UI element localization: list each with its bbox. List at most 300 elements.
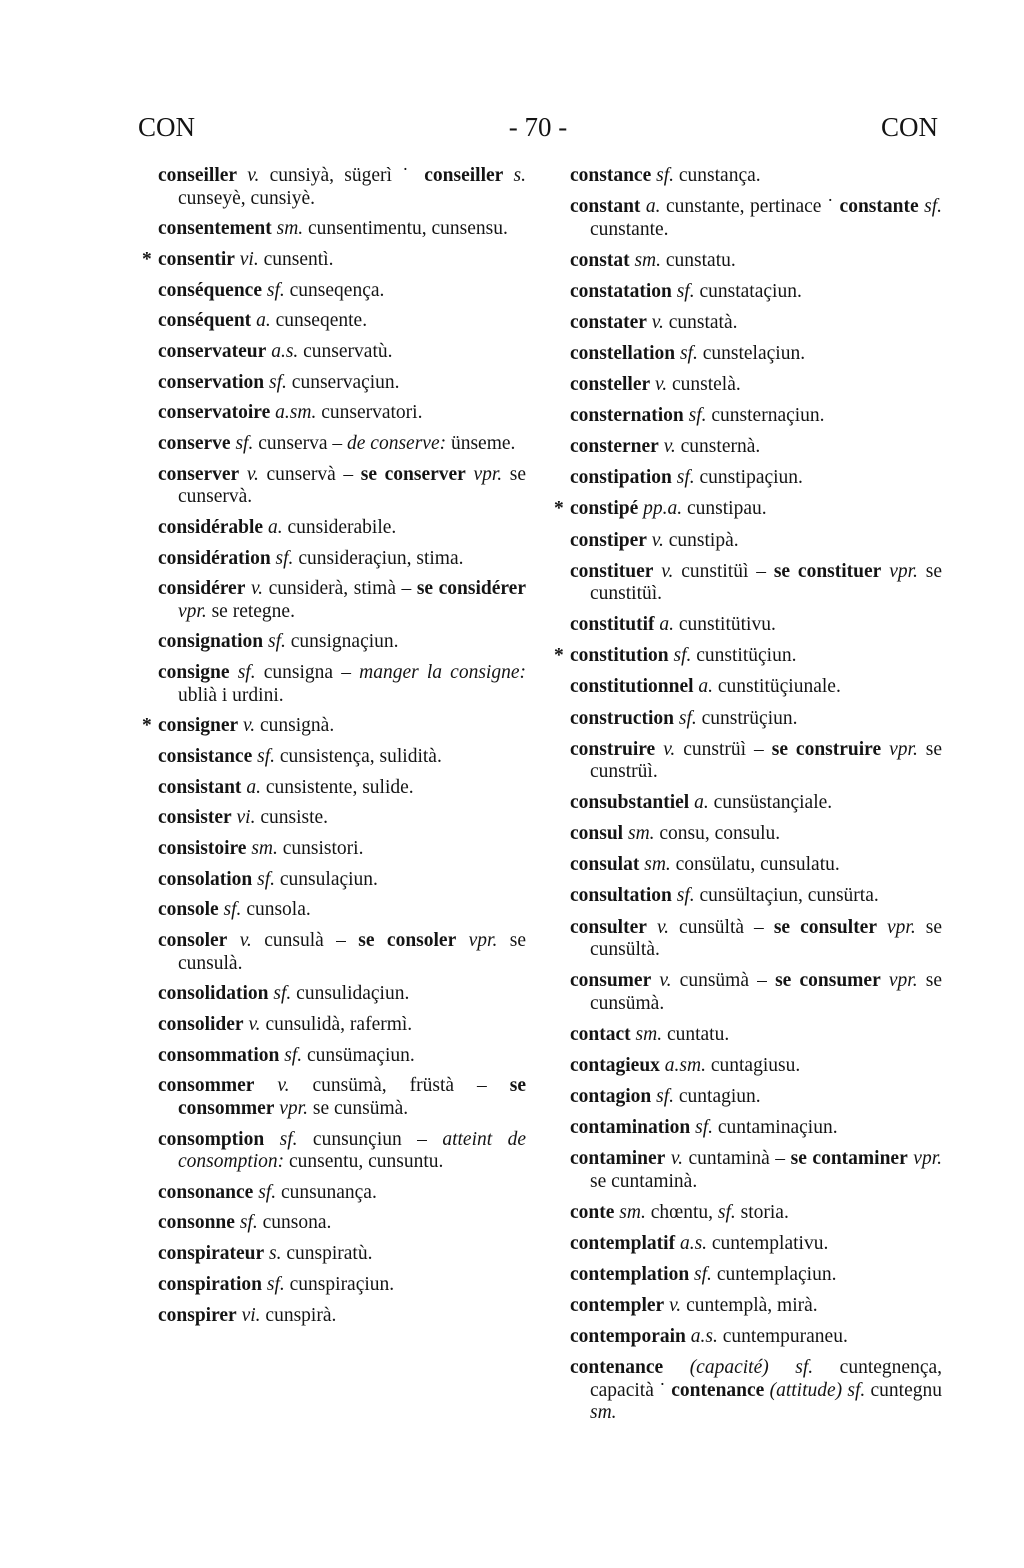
- dictionary-entry: [158, 1014, 526, 1037]
- headword: consubstantiel: [570, 792, 690, 814]
- headword: conspirer: [158, 1304, 237, 1326]
- definition-text: cunstipaçiun.: [694, 467, 803, 489]
- definition-text: cunspiraçiun.: [284, 1273, 395, 1295]
- definition-text: [877, 917, 887, 938]
- headword: se consoler: [358, 930, 457, 952]
- headword: consignation: [158, 631, 264, 653]
- grammar-label: a.: [659, 614, 674, 636]
- headword: considérer: [158, 578, 246, 600]
- definition-text: cuntaminaçiun.: [713, 1117, 838, 1139]
- definition-text: se cunsümà.: [307, 1097, 409, 1119]
- dictionary-entry: [570, 1264, 942, 1287]
- grammar-label: v.: [651, 311, 664, 333]
- grammar-label: vi.: [236, 807, 256, 829]
- dictionary-entry: [158, 1182, 526, 1205]
- grammar-label: a.s.: [679, 1232, 708, 1254]
- definition-text: cunsiderabile.: [282, 516, 397, 538]
- definition-text: cunstipau.: [682, 498, 767, 520]
- headword: contamination: [570, 1117, 691, 1139]
- grammar-label: (attitude): [769, 1379, 843, 1401]
- grammar-label: sm.: [590, 1402, 617, 1424]
- grammar-label: v.: [655, 374, 668, 396]
- definition-text: cuntagiun.: [674, 1085, 761, 1107]
- grammar-label: sf.: [239, 1212, 258, 1234]
- grammar-label: v.: [248, 1014, 261, 1035]
- dictionary-entry: [570, 1357, 942, 1425]
- definition-text: cunstitütivu.: [674, 614, 776, 636]
- dictionary-entry: [570, 281, 942, 304]
- dictionary-entry: [570, 970, 942, 1015]
- definition-text: cunstrüçiun.: [696, 707, 798, 729]
- dictionary-entry: [158, 1274, 526, 1297]
- headword: consistoire: [158, 838, 247, 860]
- dictionary-entry: [158, 372, 526, 395]
- grammar-label: v.: [670, 1148, 683, 1170]
- dictionary-entry: [158, 869, 526, 892]
- grammar-label: vpr.: [887, 916, 916, 938]
- dictionary-entry: [142, 715, 526, 738]
- grammar-label: sf.: [679, 342, 698, 364]
- grammar-label: sf.: [656, 165, 675, 186]
- headword: console: [158, 899, 219, 921]
- page-number: - 70 -: [508, 112, 568, 142]
- definition-text: [237, 165, 247, 186]
- dictionary-entry: [570, 165, 942, 188]
- asterisk-marker: *: [554, 645, 564, 667]
- dictionary-entry: [570, 1326, 942, 1349]
- grammar-label: vpr.: [468, 930, 498, 952]
- definition-text: cunstitüçiun.: [691, 645, 797, 667]
- definition-text: se cuntaminà.: [590, 1170, 698, 1192]
- grammar-label: a.: [256, 310, 271, 332]
- grammar-label: sf.: [284, 1044, 303, 1066]
- definition-text: cunstelaçiun.: [697, 342, 806, 364]
- grammar-label: sf.: [673, 645, 692, 667]
- grammar-label: sm.: [627, 823, 655, 845]
- grammar-label: sm.: [644, 854, 671, 876]
- dictionary-entry: [570, 917, 942, 962]
- headword: conséquence: [158, 279, 262, 301]
- definition-text: cunstatu.: [661, 249, 736, 271]
- dictionary-entry: [158, 807, 526, 830]
- definition-text: [881, 739, 889, 760]
- definition-text: cunsümà, früstà –: [289, 1075, 510, 1097]
- grammar-label: a.s.: [690, 1326, 718, 1348]
- definition-text: cunsistori.: [277, 838, 364, 860]
- headword: consigne: [158, 662, 230, 684]
- grammar-label: de conserve:: [347, 433, 447, 454]
- grammar-label: vpr.: [279, 1097, 308, 1119]
- grammar-label: vpr.: [889, 560, 918, 582]
- grammar-label: sf.: [695, 1117, 714, 1139]
- grammar-label: v.: [239, 930, 252, 952]
- definition-text: cunstitüì –: [673, 560, 774, 582]
- definition-text: cunsentu, cunsuntu.: [284, 1151, 444, 1173]
- grammar-label: v.: [277, 1075, 290, 1097]
- dictionary-entry: [570, 1148, 942, 1193]
- headword: contemporain: [570, 1326, 686, 1348]
- grammar-label: sf.: [847, 1379, 866, 1401]
- headword: consumer: [570, 970, 652, 992]
- grammar-label: sf.: [688, 405, 707, 427]
- definition-text: chœntu,: [645, 1201, 718, 1223]
- headword: consulat: [570, 854, 640, 876]
- definition-text: cunstitüçiunale.: [713, 676, 841, 698]
- definition-text: ublià i urdini.: [178, 684, 284, 706]
- definition-text: cunstante.: [590, 218, 669, 240]
- definition-text: cuntemplà, mirà.: [681, 1295, 818, 1316]
- headword: consomption: [158, 1128, 265, 1150]
- grammar-label: sf.: [237, 662, 256, 684]
- dictionary-entry: [554, 645, 942, 668]
- grammar-label: sf.: [694, 1263, 712, 1285]
- headword: consommation: [158, 1044, 280, 1066]
- headword: contemplatif: [570, 1232, 676, 1254]
- dictionary-entry: [570, 739, 942, 784]
- headword: construction: [570, 707, 674, 729]
- headword: se consulter: [773, 916, 877, 938]
- grammar-label: sf.: [257, 868, 276, 890]
- definition-text: cunservatù.: [298, 340, 393, 362]
- headword: consister: [158, 807, 232, 829]
- dictionary-entry: [570, 312, 942, 335]
- definition-text: cunsulidà, rafermì.: [260, 1014, 413, 1035]
- definition-text: cunspiratù.: [281, 1243, 373, 1265]
- definition-text: ünseme.: [446, 433, 516, 454]
- headword: consommer: [158, 1075, 255, 1097]
- grammar-label: vpr.: [913, 1148, 943, 1170]
- definition-text: cunsola.: [241, 899, 311, 921]
- headword: constant: [570, 196, 641, 218]
- grammar-label: vpr.: [889, 738, 918, 760]
- dictionary-entry: [158, 433, 526, 456]
- definition-text: cunsunçiun –: [297, 1128, 443, 1150]
- running-header: [138, 112, 938, 152]
- definition-text: cuntatu.: [662, 1023, 730, 1045]
- headword: se conserver: [360, 463, 466, 485]
- headword: consolider: [158, 1014, 244, 1035]
- headword: constiper: [570, 529, 647, 551]
- definition-text: cunsiderà, stimà –: [263, 578, 417, 600]
- grammar-label: vpr.: [473, 463, 503, 485]
- headword: contempler: [570, 1295, 665, 1316]
- grammar-label: sf.: [275, 547, 294, 569]
- headword: considérable: [158, 516, 264, 538]
- grammar-label: sf.: [235, 433, 254, 454]
- grammar-label: a.: [267, 516, 283, 538]
- definition-text: cunserva –: [253, 433, 348, 454]
- grammar-label: sm.: [634, 249, 661, 271]
- grammar-label: v.: [656, 916, 670, 938]
- grammar-label: sf.: [257, 746, 276, 767]
- grammar-label: sm.: [251, 838, 278, 860]
- definition-text: cunstatà.: [663, 311, 738, 333]
- dictionary-entry: [158, 464, 526, 509]
- headword: constitution: [570, 645, 669, 667]
- headword: conséquent: [158, 310, 252, 332]
- grammar-label: sf.: [273, 983, 292, 1005]
- grammar-label: v.: [247, 165, 260, 186]
- headword: conseiller: [158, 165, 238, 186]
- definition-text: cunsümà –: [671, 970, 776, 992]
- headword: constipé: [570, 498, 639, 520]
- right-column: [554, 165, 943, 1433]
- grammar-label: vpr.: [888, 970, 918, 992]
- definition-text: cunsignaçiun.: [285, 631, 399, 653]
- headword: consternation: [570, 405, 684, 427]
- dictionary-entry: [158, 631, 526, 654]
- definition-text: cunsternà.: [675, 436, 761, 458]
- definition-text: cunsültaçiun, cunsürta.: [694, 885, 879, 907]
- grammar-label: a.s.: [271, 340, 299, 362]
- grammar-label: sf.: [795, 1357, 814, 1379]
- definition-text: cuntaminà –: [682, 1148, 791, 1170]
- grammar-label: sf.: [269, 371, 287, 393]
- dictionary-entry: [158, 662, 526, 707]
- definition-text: [230, 662, 238, 683]
- definition-text: cunsümaçiun.: [302, 1044, 415, 1066]
- headword: contagion: [570, 1085, 652, 1107]
- header-right-guide-word: CON: [880, 112, 938, 142]
- dictionary-entry: [570, 1024, 942, 1047]
- grammar-label: vi.: [239, 248, 259, 270]
- grammar-label: sf.: [267, 631, 286, 653]
- definition-text: cunseqente.: [270, 310, 368, 332]
- headword: se contaminer: [790, 1148, 908, 1170]
- dictionary-entry: [570, 530, 942, 553]
- headword: conspiration: [158, 1273, 263, 1295]
- definition-text: cunsona.: [257, 1212, 332, 1234]
- grammar-label: s.: [513, 165, 527, 186]
- headword: constituer: [570, 560, 654, 582]
- grammar-label: v.: [651, 529, 664, 551]
- definition-text: cunsulaçiun.: [275, 868, 378, 890]
- headword: contaminer: [570, 1148, 666, 1170]
- grammar-label: sf.: [279, 1128, 298, 1150]
- definition-text: cunstrüì –: [675, 738, 772, 760]
- headword: contagieux: [570, 1054, 660, 1076]
- grammar-label: sm.: [635, 1023, 663, 1045]
- grammar-label: sm.: [276, 218, 304, 240]
- definition-text: [663, 1357, 690, 1378]
- headword: conte: [570, 1201, 615, 1223]
- headword: consolation: [158, 868, 253, 890]
- headword: conservateur: [158, 340, 267, 362]
- headword: constatation: [570, 280, 672, 302]
- headword: conservation: [158, 371, 265, 393]
- dictionary-entry: [158, 1212, 526, 1235]
- definition-text: cunstataçiun.: [694, 280, 802, 302]
- grammar-label: vpr.: [178, 600, 207, 622]
- dictionary-entry: [554, 498, 942, 521]
- grammar-label: v.: [669, 1295, 682, 1316]
- definition-text: [503, 165, 513, 186]
- dictionary-entry: [158, 165, 526, 210]
- definition-text: cunseqença.: [284, 279, 385, 301]
- dictionary-entry: [158, 777, 526, 800]
- definition-text: cunsigna –: [255, 662, 360, 684]
- headword: consul: [570, 823, 624, 845]
- dictionary-entry: [158, 899, 526, 922]
- grammar-label: a.: [694, 792, 709, 814]
- definition-text: se retegne.: [206, 600, 295, 622]
- headword: se considérer: [416, 578, 526, 600]
- headword: conservatoire: [158, 402, 271, 424]
- grammar-label: sf.: [676, 467, 695, 489]
- headword: consulter: [570, 916, 647, 938]
- dictionary-entry: [570, 1117, 942, 1140]
- dictionary-entry: [570, 561, 942, 606]
- grammar-label: v.: [250, 578, 264, 600]
- definition-text: [264, 1129, 279, 1150]
- header-left-guide-word: CON: [138, 112, 196, 142]
- grammar-label: vi.: [241, 1304, 261, 1326]
- dictionary-entry: [570, 676, 942, 699]
- headword: consolidation: [158, 983, 269, 1005]
- headword: contact: [570, 1023, 631, 1045]
- dictionary-entry: [158, 402, 526, 425]
- dictionary-entry: [570, 1295, 942, 1318]
- headword: constater: [570, 311, 647, 333]
- headword: consistant: [158, 776, 242, 798]
- definition-text: cunstelà.: [667, 374, 741, 396]
- definition-text: [647, 917, 657, 938]
- headword: contenance: [570, 1357, 664, 1379]
- definition-text: cuntegnu: [865, 1379, 942, 1401]
- headword: consultation: [570, 885, 672, 907]
- dictionary-entry: [158, 1129, 526, 1174]
- definition-text: cunsiyà, sügerì ˙: [259, 165, 425, 186]
- headword: constat: [570, 249, 630, 271]
- grammar-label: sm.: [619, 1201, 646, 1223]
- grammar-label: a.sm.: [664, 1054, 706, 1076]
- dictionary-entry: [570, 467, 942, 490]
- grammar-label: sf.: [266, 279, 285, 301]
- definition-text: se cunsültà.: [590, 916, 943, 961]
- definition-text: consu, consulu.: [654, 823, 781, 845]
- headword: consonance: [158, 1181, 254, 1203]
- definition-text: se cunsulà.: [178, 930, 526, 974]
- dictionary-entry: [142, 248, 526, 272]
- headword: conspirateur: [158, 1243, 265, 1265]
- asterisk-marker: *: [142, 715, 152, 737]
- definition-text: cunstipà.: [663, 529, 739, 551]
- headword: constitutionnel: [570, 676, 694, 698]
- dictionary-entry: [570, 1055, 942, 1078]
- headword: consigner: [158, 715, 239, 737]
- grammar-label: v.: [246, 463, 259, 485]
- asterisk-marker: *: [142, 248, 152, 270]
- grammar-label: manger la consigne:: [359, 662, 526, 684]
- dictionary-entry: [158, 1243, 526, 1266]
- headword: consonne: [158, 1212, 235, 1234]
- grammar-label: a.: [698, 676, 714, 698]
- headword: se constituer: [773, 560, 882, 582]
- dictionary-entry: [158, 517, 526, 540]
- dictionary-entry: [570, 374, 942, 397]
- grammar-label: sf.: [258, 1181, 277, 1203]
- definition-text: [881, 561, 889, 582]
- definition-text: [769, 1357, 796, 1378]
- headword: considération: [158, 547, 271, 569]
- dictionary-entry: [570, 196, 942, 241]
- definition-text: cunseyè, cunsiyè.: [178, 187, 315, 209]
- grammar-label: a.: [246, 776, 261, 798]
- dictionary-entry: [158, 218, 526, 241]
- definition-text: cunsulà –: [251, 930, 359, 952]
- definition-text: cunsunança.: [276, 1181, 377, 1203]
- grammar-label: v.: [243, 715, 256, 737]
- grammar-label: v.: [663, 436, 676, 458]
- dictionary-entry: [570, 1233, 942, 1256]
- grammar-label: pp.a.: [643, 498, 683, 520]
- definition-text: cunservatori.: [316, 402, 423, 424]
- headword: consteller: [570, 374, 651, 396]
- definition-text: [881, 970, 889, 991]
- grammar-label: sf.: [678, 707, 697, 729]
- definition-text: se cunstitüì.: [590, 560, 943, 605]
- grammar-label: v.: [663, 738, 676, 760]
- dictionary-entry: [570, 1202, 942, 1225]
- headword: se construire: [771, 738, 882, 760]
- grammar-label: sf.: [656, 1085, 675, 1107]
- dictionary-entry: [158, 1305, 526, 1328]
- definition-text: cunsternaçiun.: [706, 405, 825, 427]
- headword: conserver: [158, 463, 240, 485]
- definition-text: [254, 1075, 277, 1096]
- grammar-label: a.sm.: [275, 402, 317, 424]
- dictionary-entry: [570, 250, 942, 273]
- asterisk-marker: *: [554, 498, 564, 520]
- grammar-label: a.: [645, 196, 661, 218]
- definition-text: se cunservà.: [178, 463, 527, 508]
- dictionary-entry: [158, 280, 526, 303]
- headword: conseiller: [424, 165, 504, 186]
- headword: consentir: [158, 248, 235, 270]
- headword: construire: [570, 738, 656, 760]
- definition-text: [456, 930, 468, 951]
- headword: contemplation: [570, 1263, 690, 1285]
- definition-text: cunsentimentu, cunsensu.: [303, 218, 508, 240]
- headword: consoler: [158, 930, 228, 952]
- grammar-label: v.: [659, 970, 672, 992]
- grammar-label: sf.: [676, 885, 695, 907]
- definition-text: cunsistente, sulide.: [260, 776, 414, 798]
- definition-text: cunstante, pertinace ˙: [660, 196, 840, 218]
- grammar-label: v.: [661, 560, 674, 582]
- definition-text: cuntempuraneu.: [717, 1326, 848, 1348]
- dictionary-entry: [158, 1075, 526, 1120]
- definition-text: cunsentì.: [258, 248, 334, 270]
- dictionary-entry: [158, 341, 526, 364]
- dictionary-entry: [158, 838, 526, 861]
- definition-text: cunservà –: [258, 463, 361, 485]
- grammar-label: (capacité): [689, 1357, 769, 1379]
- grammar-label: sf.: [223, 899, 242, 921]
- grammar-label: s.: [269, 1243, 282, 1265]
- dictionary-entry: [570, 405, 942, 428]
- definition-text: storia.: [735, 1201, 789, 1223]
- dictionary-entry: [570, 436, 942, 459]
- headword: contenance: [671, 1379, 765, 1401]
- dictionary-entry: [158, 548, 526, 571]
- definition-text: consülatu, cunsulatu.: [670, 854, 840, 876]
- definition-text: cunsulidaçiun.: [291, 983, 410, 1005]
- dictionary-entry: [570, 792, 942, 815]
- dictionary-entry: [158, 746, 526, 769]
- headword: consterner: [570, 436, 659, 458]
- grammar-label: sf.: [924, 196, 942, 218]
